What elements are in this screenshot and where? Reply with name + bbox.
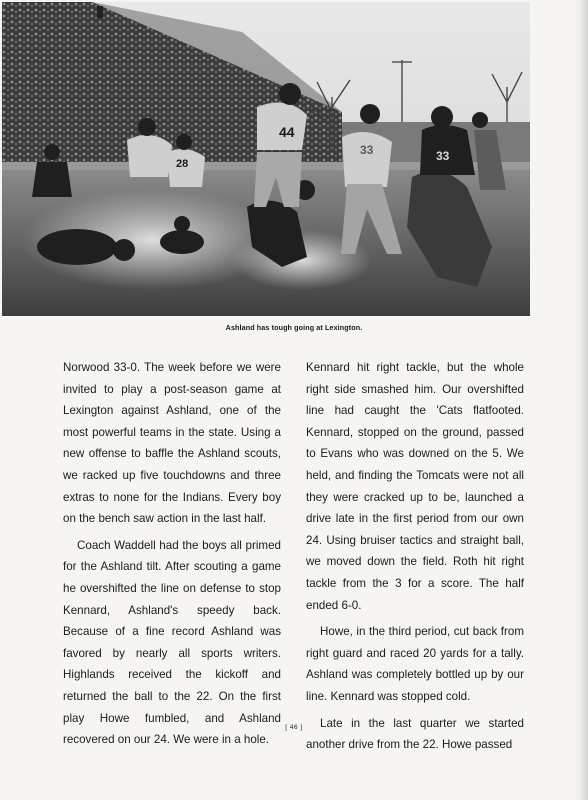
paragraph: Norwood 33-0. The week before we were invited to play a post-season game at Lexington against Ashland, one of the most powerful teams in the state. Using a new offense to baffle the Ashland scouts, we racked up five touchdowns and three extras to none for the Indians. Every boy on the bench saw action in the last half. [63,361,281,526]
page-number: [ 46 ] [285,724,303,731]
football-game-photo [2,2,530,316]
paragraph: Coach Waddell had the boys all primed for the Ashland tilt. After scouting a game he overshifted the line on defense to stop Kennard, Ashland's speedy back. Because of a fine record Ashland was favored by nearly all sports writers. Highlands received the kickoff and returned the ball to the 22. On the first play Howe fumbled, and Ashland recovered on our 24. We were in a hole. [63,538,281,747]
paragraph: Late in the last quarter we started another drive from the 22. Howe passed [306,716,524,752]
paragraph: Howe, in the third period, cut back from right guard and raced 20 yards for a tally. Ashland was completely bottled up by our line. Kennard was stopped cold. [306,625,524,703]
jersey-number-33: 33 [360,143,374,157]
right-text-column [306,357,524,761]
paragraph: Kennard hit right tackle, but the whole right side smashed him. Our overshifted line had caught the 'Cats flatfooted. Kennard, stopped on the ground, passed to Evans who was downed on the 5. We held, and finding the Tomcats were not all they were cracked up to be, launched a drive late in the first period from our own 24. Using bruiser tactics and straight ball, we moved down the field. Roth hit right tackle from the 3 for a score. The half ended 6-0. [306,361,524,612]
jersey-number-44: 44 [279,124,295,140]
photo-caption: Ashland has tough going at Lexington. [225,323,363,332]
jersey-number-28: 28 [176,158,189,170]
left-text-column [63,357,281,756]
page-edge-shadow [574,0,588,800]
jersey-number-33-dark: 33 [436,149,450,163]
